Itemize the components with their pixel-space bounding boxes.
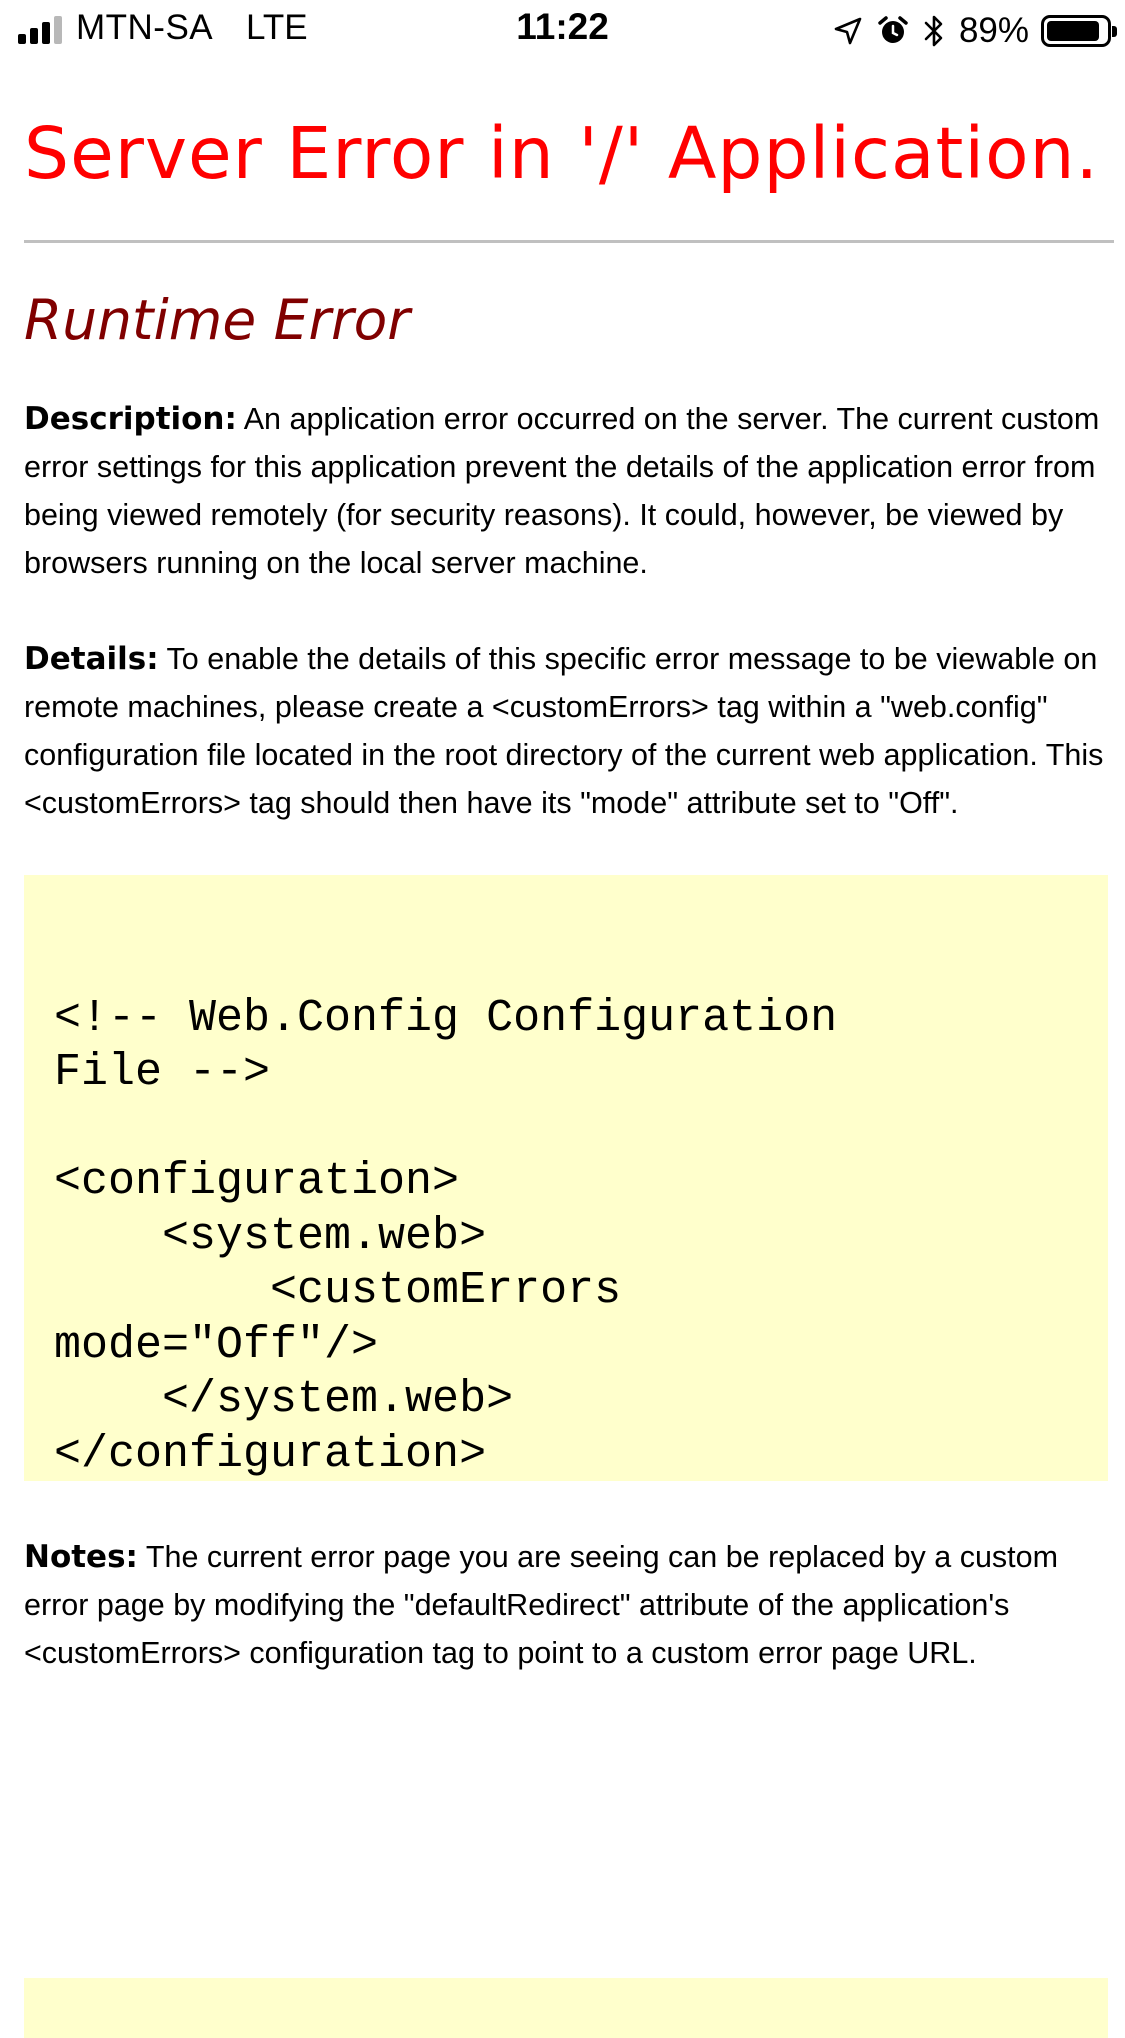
config-code: <!-- Web.Config Configuration File --> <configuration> <system.web> <customErrors mode="Off"/> </system.web> </configuration> (54, 992, 838, 1480)
details-text: To enable the details of this specific error message to be viewable on remote machines, please create a <customErrors> tag within a "web.config" configuration file located in the root directory of the current web application. This <customErrors> tag should then have its "mode" attribute set to "Off". (24, 642, 1104, 820)
second-code-block (24, 1978, 1108, 2038)
status-bar (0, 0, 1125, 62)
details-paragraph (24, 635, 1104, 827)
alarm-clock-icon (877, 15, 909, 47)
battery-percentage: 89% (958, 11, 1029, 50)
error-page-content (24, 108, 1104, 1677)
bluetooth-icon (923, 14, 945, 48)
details-label: Details: (24, 641, 159, 677)
description-paragraph (24, 395, 1104, 587)
battery-icon (1041, 15, 1111, 47)
description-text: An application error occurred on the server. The current custom error settings for this application prevent the details of the application error from being viewed remotely (for security reasons). It could, however, be viewed by browsers running on the local server machine. (24, 402, 1100, 580)
description-label: Description: (24, 401, 237, 437)
section-title: Runtime Error (24, 288, 410, 352)
carrier-name: MTN-SA (76, 8, 214, 47)
page-title: Server Error in '/' Application. (24, 112, 1100, 195)
notes-label: Notes: (24, 1539, 138, 1575)
status-time: 11:22 (516, 6, 609, 47)
network-type: LTE (246, 8, 308, 47)
title-divider (24, 240, 1114, 243)
battery-level-fill (1047, 21, 1099, 41)
notes-text: The current error page you are seeing can be replaced by a custom error page by modifying the "defaultRedirect" attribute of the application's <customErrors> configuration tag to point to a custom error page URL. (24, 1540, 1059, 1670)
status-indicators (833, 8, 1111, 54)
notes-paragraph (24, 1533, 1104, 1677)
config-code-block (24, 875, 1108, 1481)
location-arrow-icon (833, 16, 863, 46)
